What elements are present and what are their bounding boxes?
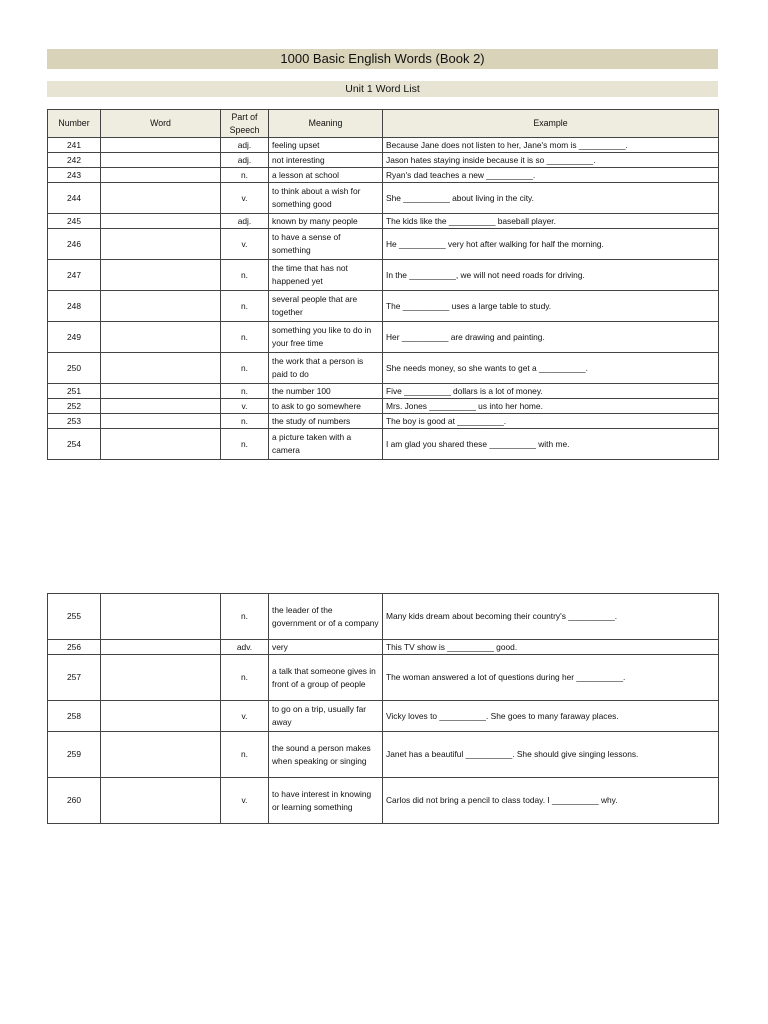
word-cell (101, 594, 221, 640)
word-number: 257 (48, 655, 101, 701)
word-cell (101, 183, 221, 214)
example-sentence: The boy is good at __________. (383, 414, 719, 429)
word-meaning: a lesson at school (269, 168, 383, 183)
word-list-table-2 (47, 593, 719, 824)
document-title: 1000 Basic English Words (Book 2) (47, 49, 718, 69)
example-sentence: Ryan's dad teaches a new __________. (383, 168, 719, 183)
word-cell (101, 399, 221, 414)
word-number: 256 (48, 640, 101, 655)
word-number: 249 (48, 322, 101, 353)
word-cell (101, 168, 221, 183)
example-sentence: This TV show is __________ good. (383, 640, 719, 655)
word-meaning: to ask to go somewhere (269, 399, 383, 414)
part-of-speech: n. (221, 732, 269, 778)
word-number: 258 (48, 701, 101, 732)
word-cell (101, 153, 221, 168)
part-of-speech: v. (221, 399, 269, 414)
word-cell (101, 701, 221, 732)
word-number: 241 (48, 138, 101, 153)
table-row (48, 640, 719, 655)
word-meaning: a talk that someone gives in front of a group of people (269, 655, 383, 701)
example-sentence: Jason hates staying inside because it is so __________. (383, 153, 719, 168)
word-cell (101, 778, 221, 824)
example-sentence: I am glad you shared these __________ with me. (383, 429, 719, 460)
table-row (48, 732, 719, 778)
part-of-speech: adj. (221, 153, 269, 168)
part-of-speech: n. (221, 429, 269, 460)
table-1-body (48, 138, 719, 460)
header-example: Example (383, 110, 719, 138)
word-cell (101, 229, 221, 260)
word-cell (101, 732, 221, 778)
table-row (48, 168, 719, 183)
example-sentence: The kids like the __________ baseball player. (383, 214, 719, 229)
example-sentence: She __________ about living in the city. (383, 183, 719, 214)
word-cell (101, 384, 221, 399)
word-number: 253 (48, 414, 101, 429)
example-sentence: Mrs. Jones __________ us into her home. (383, 399, 719, 414)
word-meaning: a picture taken with a camera (269, 429, 383, 460)
word-list-subtitle: Unit 1 Word List (47, 81, 718, 97)
part-of-speech: adj. (221, 214, 269, 229)
word-meaning: several people that are together (269, 291, 383, 322)
table-row (48, 594, 719, 640)
word-cell (101, 429, 221, 460)
table-row (48, 778, 719, 824)
example-sentence: Many kids dream about becoming their country's __________. (383, 594, 719, 640)
word-number: 248 (48, 291, 101, 322)
example-sentence: He __________ very hot after walking for half the morning. (383, 229, 719, 260)
part-of-speech: v. (221, 701, 269, 732)
word-meaning: the study of numbers (269, 414, 383, 429)
word-meaning: not interesting (269, 153, 383, 168)
table-row (48, 138, 719, 153)
part-of-speech: n. (221, 260, 269, 291)
part-of-speech: n. (221, 291, 269, 322)
table-row (48, 322, 719, 353)
word-meaning: to go on a trip, usually far away (269, 701, 383, 732)
word-number: 254 (48, 429, 101, 460)
example-sentence: Vicky loves to __________. She goes to many faraway places. (383, 701, 719, 732)
table-row (48, 414, 719, 429)
word-meaning: to think about a wish for something good (269, 183, 383, 214)
header-part-of-speech: Part of Speech (221, 110, 269, 138)
part-of-speech: n. (221, 322, 269, 353)
part-of-speech: adj. (221, 138, 269, 153)
word-meaning: the time that has not happened yet (269, 260, 383, 291)
word-meaning: to have a sense of something (269, 229, 383, 260)
word-number: 255 (48, 594, 101, 640)
word-number: 243 (48, 168, 101, 183)
word-meaning: the work that a person is paid to do (269, 353, 383, 384)
example-sentence: Because Jane does not listen to her, Jane's mom is __________. (383, 138, 719, 153)
table-row (48, 260, 719, 291)
header-number: Number (48, 110, 101, 138)
example-sentence: She needs money, so she wants to get a __________. (383, 353, 719, 384)
word-cell (101, 353, 221, 384)
word-number: 246 (48, 229, 101, 260)
table-row (48, 429, 719, 460)
word-number: 252 (48, 399, 101, 414)
example-sentence: Carlos did not bring a pencil to class today. I __________ why. (383, 778, 719, 824)
word-number: 260 (48, 778, 101, 824)
example-sentence: Janet has a beautiful __________. She should give singing lessons. (383, 732, 719, 778)
word-meaning: known by many people (269, 214, 383, 229)
word-cell (101, 640, 221, 655)
header-meaning: Meaning (269, 110, 383, 138)
word-cell (101, 655, 221, 701)
part-of-speech: v. (221, 778, 269, 824)
word-cell (101, 322, 221, 353)
example-sentence: Her __________ are drawing and painting. (383, 322, 719, 353)
word-cell (101, 414, 221, 429)
word-list-table-1 (47, 109, 719, 460)
part-of-speech: v. (221, 183, 269, 214)
part-of-speech: n. (221, 168, 269, 183)
example-sentence: The woman answered a lot of questions during her __________. (383, 655, 719, 701)
table-row (48, 384, 719, 399)
word-cell (101, 260, 221, 291)
table-header-row (48, 110, 719, 138)
part-of-speech: n. (221, 384, 269, 399)
table-row (48, 353, 719, 384)
example-sentence: The __________ uses a large table to study. (383, 291, 719, 322)
word-cell (101, 138, 221, 153)
part-of-speech: n. (221, 594, 269, 640)
part-of-speech: n. (221, 655, 269, 701)
word-meaning: something you like to do in your free time (269, 322, 383, 353)
table-row (48, 183, 719, 214)
word-number: 247 (48, 260, 101, 291)
example-sentence: In the __________, we will not need roads for driving. (383, 260, 719, 291)
table-row (48, 291, 719, 322)
table-2-body (48, 594, 719, 824)
word-meaning: the number 100 (269, 384, 383, 399)
word-number: 250 (48, 353, 101, 384)
word-number: 251 (48, 384, 101, 399)
word-number: 259 (48, 732, 101, 778)
word-cell (101, 214, 221, 229)
table-row (48, 655, 719, 701)
part-of-speech: v. (221, 229, 269, 260)
word-number: 245 (48, 214, 101, 229)
word-cell (101, 291, 221, 322)
table-row (48, 701, 719, 732)
example-sentence: Five __________ dollars is a lot of money. (383, 384, 719, 399)
part-of-speech: n. (221, 414, 269, 429)
word-number: 244 (48, 183, 101, 214)
table-row (48, 153, 719, 168)
header-word: Word (101, 110, 221, 138)
word-meaning: feeling upset (269, 138, 383, 153)
word-meaning: very (269, 640, 383, 655)
word-meaning: to have interest in knowing or learning something (269, 778, 383, 824)
table-row (48, 214, 719, 229)
table-row (48, 399, 719, 414)
part-of-speech: n. (221, 353, 269, 384)
word-meaning: the leader of the government or of a company (269, 594, 383, 640)
word-meaning: the sound a person makes when speaking or singing (269, 732, 383, 778)
table-row (48, 229, 719, 260)
part-of-speech: adv. (221, 640, 269, 655)
word-number: 242 (48, 153, 101, 168)
